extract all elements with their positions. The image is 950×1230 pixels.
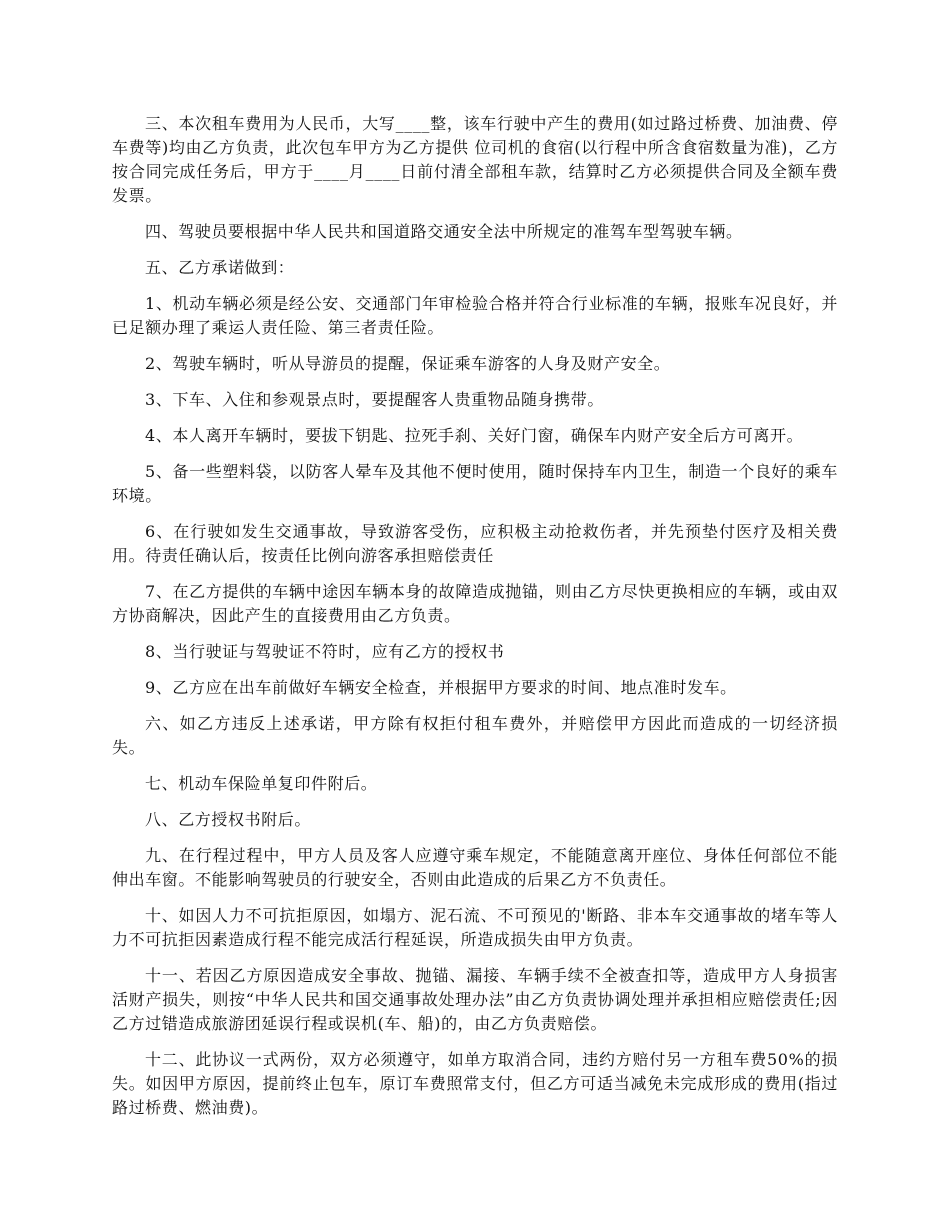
paragraph-breach-clause: 六、如乙方违反上述承诺，甲方除有权拒付租车费外，并赔偿甲方因此而造成的一切经济损失。 <box>112 714 838 757</box>
paragraph-promise-5: 5、备一些塑料袋，以防客人晕车及其他不便时使用，随时保持车内卫生，制造一个良好的乘车环境。 <box>112 462 838 505</box>
document-body <box>112 112 838 1132</box>
paragraph-driver-license-clause: 四、驾驶员要根据中华人民共和国道路交通安全法中所规定的准驾车型驾驶车辆。 <box>145 222 743 241</box>
paragraph-promise-3: 3、下车、入住和参观景点时，要提醒客人贵重物品随身携带。 <box>145 390 604 409</box>
paragraph-fee-clause: 三、本次租车费用为人民币，大写____整，该车行驶中产生的费用(如过路过桥费、加油费、停车费等)均由乙方负责，此次包车甲方为乙方提供 位司机的食宿(以行程中所含食宿数量为准)，乙方按合同完成任务后，甲方于____月____日前付清全部租车款，结算时乙方必须提供合同及全额车费发票。 <box>112 114 838 205</box>
paragraph-liability-clause: 十一、若因乙方原因造成安全事故、抛锚、漏接、车辆手续不全被查扣等，造成甲方人身损害活财产损失，则按“中华人民共和国交通事故处理办法”由乙方负责协调处理并承担相应赔偿责任;因乙方过错造成旅游团延误行程或误机(车、船)的，由乙方负责赔偿。 <box>112 966 838 1033</box>
paragraph-authorization-attachment: 八、乙方授权书附后。 <box>145 810 312 829</box>
paragraph-promise-2: 2、驾驶车辆时，听从导游员的提醒，保证乘车游客的人身及财产安全。 <box>145 354 671 373</box>
paragraph-copies-cancellation: 十二、此协议一式两份，双方必须遵守，如单方取消合同，违约方赔付另一方租车费50%的损失。如因甲方原因，提前终止包车，原订车费照常支付，但乙方可适当减免未完成形成的费用(指过路过桥费、燃油费)。 <box>112 1050 838 1117</box>
paragraph-party-b-promises-heading: 五、乙方承诺做到： <box>145 258 295 277</box>
paragraph-promise-6: 6、在行驶如发生交通事故，导致游客受伤，应积极主动抢救伤者，并先预垫付医疗及相关费用。待责任确认后，按责任比例向游客承担赔偿责任 <box>112 522 838 565</box>
paragraph-promise-8: 8、当行驶证与驾驶证不符时，应有乙方的授权书 <box>145 642 505 661</box>
paragraph-promise-1: 1、机动车辆必须是经公安、交通部门年审检验合格并符合行业标准的车辆，报账车况良好，并已足额办理了乘运人责任险、第三者责任险。 <box>112 294 838 337</box>
paragraph-insurance-attachment: 七、机动车保险单复印件附后。 <box>145 774 378 793</box>
paragraph-promise-9: 9、乙方应在出车前做好车辆安全检查，并根据甲方要求的时间、地点准时发车。 <box>145 678 737 697</box>
paragraph-force-majeure: 十、如因人力不可抗拒原因，如塌方、泥石流、不可预见的'断路、非本车交通事故的堵车等人力不可抗拒因素造成行程不能完成活行程延误，所造成损失由甲方负责。 <box>112 906 838 949</box>
paragraph-promise-7: 7、在乙方提供的车辆中途因车辆本身的故障造成抛锚，则由乙方尽快更换相应的车辆，或由双方协商解决，因此产生的直接费用由乙方负责。 <box>112 582 838 625</box>
paragraph-promise-4: 4、本人离开车辆时，要拔下钥匙、拉死手刹、关好门窗，确保车内财产安全后方可离开。 <box>145 426 804 445</box>
paragraph-passenger-rules: 九、在行程过程中，甲方人员及客人应遵守乘车规定，不能随意离开座位、身体任何部位不能伸出车窗。不能影响驾驶员的行驶安全，否则由此造成的后果乙方不负责任。 <box>112 846 838 889</box>
